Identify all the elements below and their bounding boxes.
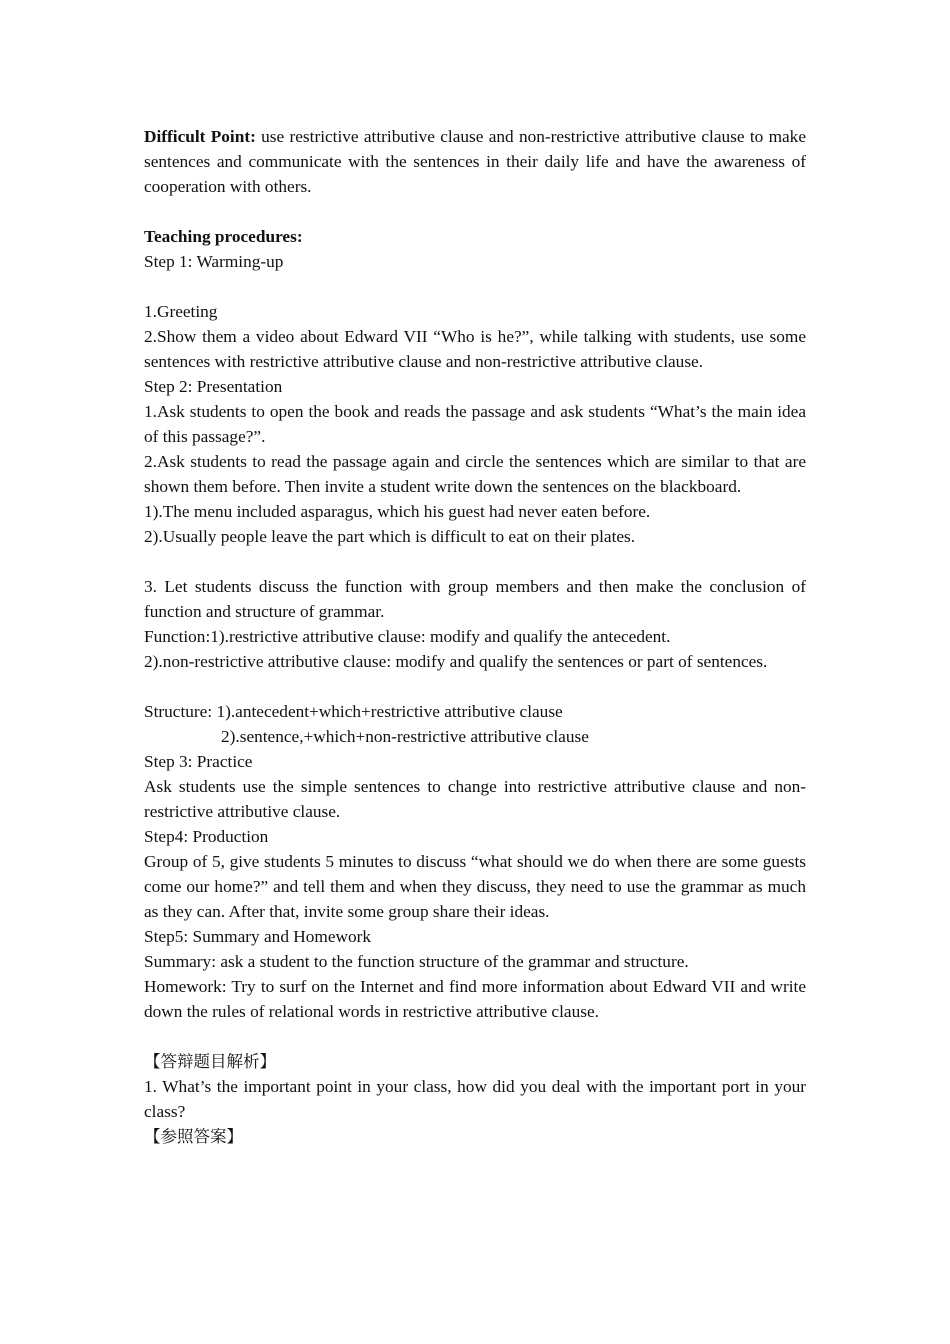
difficult-point-label: Difficult Point: bbox=[144, 127, 256, 146]
step5-homework: Homework: Try to surf on the Internet and find more information about Edward VII and write down the rules of relational words in restrictive attributive clause. bbox=[144, 977, 806, 1021]
step4-text: Group of 5, give students 5 minutes to discuss “what should we do when there are some guests come our home?” and tell them and when they discuss, they need to use the grammar as much as they can. After that, invite some group share their ideas. bbox=[144, 852, 806, 921]
defense-heading: 【答辩题目解析】 bbox=[144, 1052, 276, 1071]
structure-2: 2).sentence,+which+non-restrictive attributive clause bbox=[221, 727, 589, 746]
step2-item-2: 2.Ask students to read the passage again and circle the sentences which are similar to that are shown them before. Then invite a student write down the sentences on the blackboard. bbox=[144, 452, 806, 496]
step2-item-3: 3. Let students discuss the function with group members and then make the conclusion of function and structure of grammar. bbox=[144, 577, 806, 621]
difficult-point-paragraph bbox=[144, 124, 806, 199]
spacer bbox=[144, 1024, 806, 1049]
step1-title: Step 1: Warming-up bbox=[144, 252, 284, 271]
answer-heading: 【参照答案】 bbox=[144, 1127, 243, 1146]
step5-title: Step5: Summary and Homework bbox=[144, 927, 372, 946]
step3-title: Step 3: Practice bbox=[144, 752, 253, 771]
spacer bbox=[144, 199, 806, 224]
step4-title: Step4: Production bbox=[144, 827, 269, 846]
difficult-point-text: use restrictive attributive clause and non-restrictive attributive clause to make sentences and communicate with the sentences in their daily life and have the awareness of cooperation with others. bbox=[144, 127, 806, 196]
spacer bbox=[144, 274, 806, 299]
defense-question: 1. What’s the important point in your class, how did you deal with the important port in your class? bbox=[144, 1077, 806, 1121]
teaching-procedures-heading: Teaching procedures: bbox=[144, 227, 303, 246]
function-2: 2).non-restrictive attributive clause: modify and qualify the sentences or part of sentences. bbox=[144, 652, 768, 671]
step3-text: Ask students use the simple sentences to change into restrictive attributive clause and non-restrictive attributive clause. bbox=[144, 777, 806, 821]
example-sentence-2: 2).Usually people leave the part which is difficult to eat on their plates. bbox=[144, 527, 636, 546]
document-page bbox=[144, 124, 806, 1149]
spacer bbox=[144, 549, 806, 574]
step1-item-2: 2.Show them a video about Edward VII “Who is he?”, while talking with students, use some sentences with restrictive attributive clause and non-restrictive attributive clause. bbox=[144, 327, 806, 371]
step2-item-1: 1.Ask students to open the book and reads the passage and ask students “What’s the main idea of this passage?”. bbox=[144, 402, 806, 446]
step2-title: Step 2: Presentation bbox=[144, 377, 283, 396]
structure-1: Structure: 1).antecedent+which+restrictive attributive clause bbox=[144, 702, 563, 721]
function-1: Function:1).restrictive attributive clause: modify and qualify the antecedent. bbox=[144, 627, 671, 646]
step5-summary: Summary: ask a student to the function structure of the grammar and structure. bbox=[144, 952, 689, 971]
example-sentence-1: 1).The menu included asparagus, which his guest had never eaten before. bbox=[144, 502, 651, 521]
step1-item-1: 1.Greeting bbox=[144, 302, 218, 321]
spacer bbox=[144, 674, 806, 699]
